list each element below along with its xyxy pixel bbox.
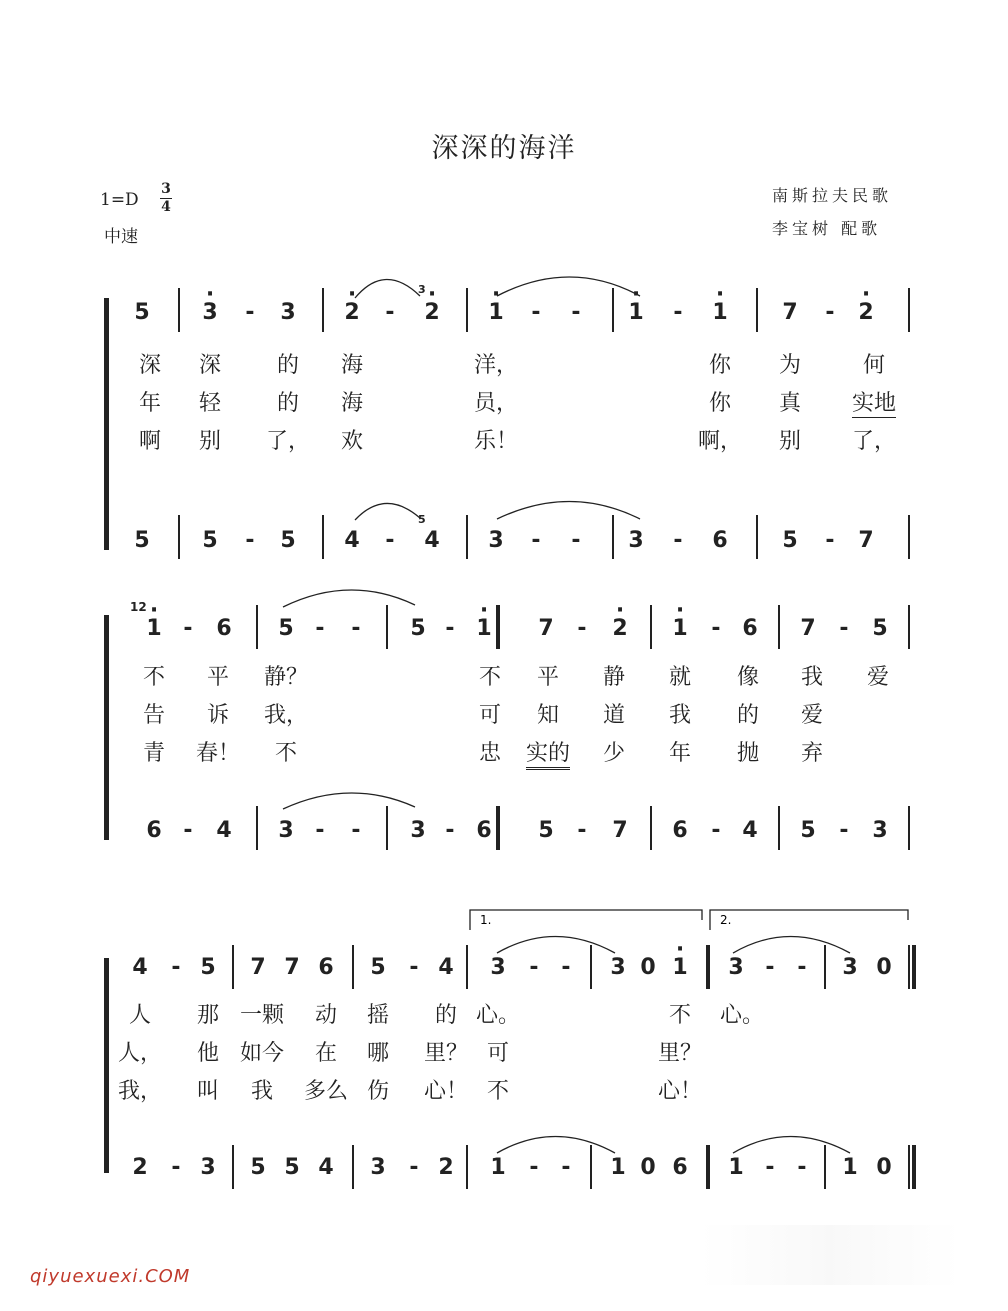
lyric: 在 [314,1041,338,1066]
lyric: 可 [478,703,502,728]
lyric: 动 [314,1003,338,1028]
lyric: 海 [340,353,364,378]
upper-note: 5 [200,955,216,980]
upper-note: 7 [782,300,798,325]
upper-note: · 2 [858,300,873,325]
lyric: 如今 [239,1041,285,1066]
lyric: 忠 [478,741,502,766]
upper-note: 7 [800,616,816,641]
lower-note: 7 [612,818,628,843]
lyric: 我 [250,1079,274,1104]
lyric: 弃 [800,741,824,766]
lower-note: 4 [318,1155,334,1180]
lower-note: - [183,818,193,843]
upper-note: - [385,300,395,325]
upper-note: - [711,616,721,641]
credit-origin: 南斯拉夫民歌 [772,186,893,205]
lyric: 你 [708,353,732,378]
upper-note: - [529,955,539,980]
lower-note: 1 [490,1155,506,1180]
lyric: 的 [736,703,760,728]
upper-note: 7 [284,955,300,980]
upper-note: · 1 [146,616,161,641]
lower-note: 3 [872,818,888,843]
lyric: 不 [478,665,502,690]
lower-note: 6 [672,1155,688,1180]
lower-note: - [825,528,835,553]
lyric: 多么 [303,1079,349,1104]
lyric: 青 [142,741,166,766]
lyric: 像 [736,665,760,690]
lyric: 告 [142,703,166,728]
upper-note: - [351,616,361,641]
slur [733,937,850,954]
slur [283,793,415,809]
lyric: 可 [486,1041,510,1066]
upper-note: · 2 [424,300,439,325]
upper-note: · 1 [476,616,491,641]
upper-note: - [171,955,181,980]
lyric: 一颗 [239,1003,285,1028]
lyric: 人 [128,1003,152,1028]
lyric: 伤 [366,1079,390,1104]
lower-note: - [765,1155,775,1180]
lower-note: - [445,818,455,843]
lyric: 欢 [340,429,364,454]
lower-note: 3 [488,528,504,553]
upper-note: 7 [538,616,554,641]
slur [497,1137,615,1154]
lyric: 的 [276,391,300,416]
lyric: 我， [117,1079,163,1104]
lyric: 的 [434,1003,458,1028]
lower-note: 3 [200,1155,216,1180]
slur [733,1137,850,1154]
lyric: 啊 [138,429,162,454]
lyric: 心。 [475,1003,521,1028]
lyric: 不 [274,741,298,766]
lyric: 实地 [852,386,896,418]
lower-note: 4 [742,818,758,843]
lyric: 他 [196,1041,220,1066]
lower-note: 0 [876,1155,892,1180]
upper-note: - [531,300,541,325]
volta-1-bracket [470,910,702,930]
lower-note: - [529,1155,539,1180]
upper-note: 4 [438,955,454,980]
lower-note: 5 [538,818,554,843]
lower-note: - [409,1155,419,1180]
slur [497,937,615,954]
lyric: 年 [138,391,162,416]
lyric: 年 [668,741,692,766]
lyric: 我 [800,665,824,690]
upper-note: 6 [216,616,232,641]
lyric: 啊， [697,429,743,454]
lyric: 就 [668,665,692,690]
upper-note: 3 [490,955,506,980]
upper-note: - [765,955,775,980]
lyric: 里？ [657,1041,703,1066]
lower-note: 6 [476,818,492,843]
key-signature: 1=D [100,190,139,210]
lower-note: - [171,1155,181,1180]
upper-note: 5 [872,616,888,641]
lower-note: - [315,818,325,843]
lyric: 不 [142,665,166,690]
lyric: 深 [138,353,162,378]
lyric: 心！ [657,1079,703,1104]
lower-note: 0 [640,1155,656,1180]
slur [355,503,420,520]
lyric: 员， [473,391,519,416]
lower-note: - [711,818,721,843]
lyric: 真 [778,391,802,416]
lower-note: 1 [610,1155,626,1180]
volta-2-bracket [710,910,908,930]
site-watermark: qiyuexuexi.COM [30,1266,191,1287]
slur [497,502,640,520]
lower-note: - [839,818,849,843]
lyric: 我 [668,703,692,728]
upper-note: · 1 [712,300,727,325]
lyric: 春！ [195,741,241,766]
lyric: 何 [862,353,886,378]
lower-note: 5 [250,1155,266,1180]
lower-note: - [245,528,255,553]
lyric: 摇 [366,1003,390,1028]
lyric: 人， [117,1041,163,1066]
credit-lyricist: 李宝树 配歌 [772,219,882,238]
lower-note: - [351,818,361,843]
upper-note: - [797,955,807,980]
upper-note: - [245,300,255,325]
upper-note: - [577,616,587,641]
lower-note: 3 [278,818,294,843]
lower-note: 5 [782,528,798,553]
lower-note: 5 [284,1155,300,1180]
lyric: 你 [708,391,732,416]
lower-note: 6 [146,818,162,843]
grace-note-lower: 5 [418,513,426,526]
lyric: 心！ [423,1079,469,1104]
tempo-marking: 中速 [104,227,138,247]
lyric: 平 [536,665,560,690]
upper-note: 5 [370,955,386,980]
upper-note: 0 [876,955,892,980]
lyric: 那 [196,1003,220,1028]
upper-note: · 2 [612,616,627,641]
slur [283,590,415,607]
lyric: 静？ [263,665,309,690]
upper-note: 5 [278,616,294,641]
lyric: 为 [778,353,802,378]
lower-note: - [385,528,395,553]
lower-note: 1 [842,1155,858,1180]
upper-note: - [673,300,683,325]
lower-note: 5 [202,528,218,553]
lower-note: 4 [344,528,360,553]
lyric: 不 [668,1003,692,1028]
upper-note: - [571,300,581,325]
lyric: 乐！ [473,429,519,454]
measure-number: 12 [130,600,147,614]
upper-note: · 1 [672,955,687,980]
lyric: 少 [602,741,626,766]
lower-note: 2 [438,1155,454,1180]
upper-note: · 3 [202,300,217,325]
lyric: 的 [276,353,300,378]
lyric: 了， [265,429,311,454]
lower-note: 7 [858,528,874,553]
upper-note: 3 [280,300,296,325]
lyric: 知 [536,703,560,728]
slur [497,277,640,296]
lower-note: - [797,1155,807,1180]
upper-note: · 2 [344,300,359,325]
lower-note: 4 [216,818,232,843]
volta-1-label: 1. [480,913,492,927]
lyric: 心。 [719,1003,765,1028]
upper-note: - [183,616,193,641]
lower-note: 5 [800,818,816,843]
upper-note: 3 [842,955,858,980]
upper-note: 5 [134,300,150,325]
lower-note: 6 [712,528,728,553]
lyric: 我， [263,703,309,728]
upper-note: - [445,616,455,641]
lower-note: 3 [628,528,644,553]
lower-note: 6 [672,818,688,843]
lower-note: - [673,528,683,553]
upper-note: 4 [132,955,148,980]
lower-note: 4 [424,528,440,553]
lyric: 实的 [526,736,570,770]
lyric: 了， [851,429,897,454]
lyric: 叫 [196,1079,220,1104]
lyric: 海 [340,391,364,416]
slur [355,279,420,298]
lyric: 爱 [866,665,890,690]
lyric: 别 [778,429,802,454]
watermark-fade [700,1225,960,1285]
upper-note: · 1 [628,300,643,325]
lower-note: - [561,1155,571,1180]
upper-note: 3 [610,955,626,980]
lyric: 轻 [198,391,222,416]
upper-note: - [315,616,325,641]
upper-note: 6 [742,616,758,641]
lyric: 洋， [473,353,519,378]
lyric: 抛 [736,741,760,766]
upper-note: · 1 [672,616,687,641]
lyric: 静 [602,665,626,690]
lower-note: - [571,528,581,553]
upper-note: 5 [410,616,426,641]
lower-note: 3 [370,1155,386,1180]
upper-note: 0 [640,955,656,980]
lyric: 道 [602,703,626,728]
upper-note: - [825,300,835,325]
time-sig-bottom: 4 [161,199,171,215]
upper-note: 6 [318,955,334,980]
time-sig-top: 3 [161,181,171,197]
lower-note: 3 [410,818,426,843]
volta-2-label: 2. [720,913,732,927]
song-title: 深深的海洋 [431,133,577,164]
lyric: 诉 [206,703,230,728]
lower-note: 2 [132,1155,148,1180]
upper-note: - [561,955,571,980]
upper-note: 3 [728,955,744,980]
lyric: 别 [198,429,222,454]
grace-note-upper: 3 [418,283,426,296]
upper-note: - [409,955,419,980]
lyric: 爱 [800,703,824,728]
lower-note: - [531,528,541,553]
lyric: 里？ [423,1041,469,1066]
lyric: 不 [486,1079,510,1104]
lower-note: 1 [728,1155,744,1180]
upper-note: 7 [250,955,266,980]
upper-note: · 1 [488,300,503,325]
lower-note: - [577,818,587,843]
lyric: 平 [206,665,230,690]
lyric: 深 [198,353,222,378]
upper-note: - [839,616,849,641]
lyric: 哪 [366,1041,390,1066]
lower-note: 5 [134,528,150,553]
lower-note: 5 [280,528,296,553]
